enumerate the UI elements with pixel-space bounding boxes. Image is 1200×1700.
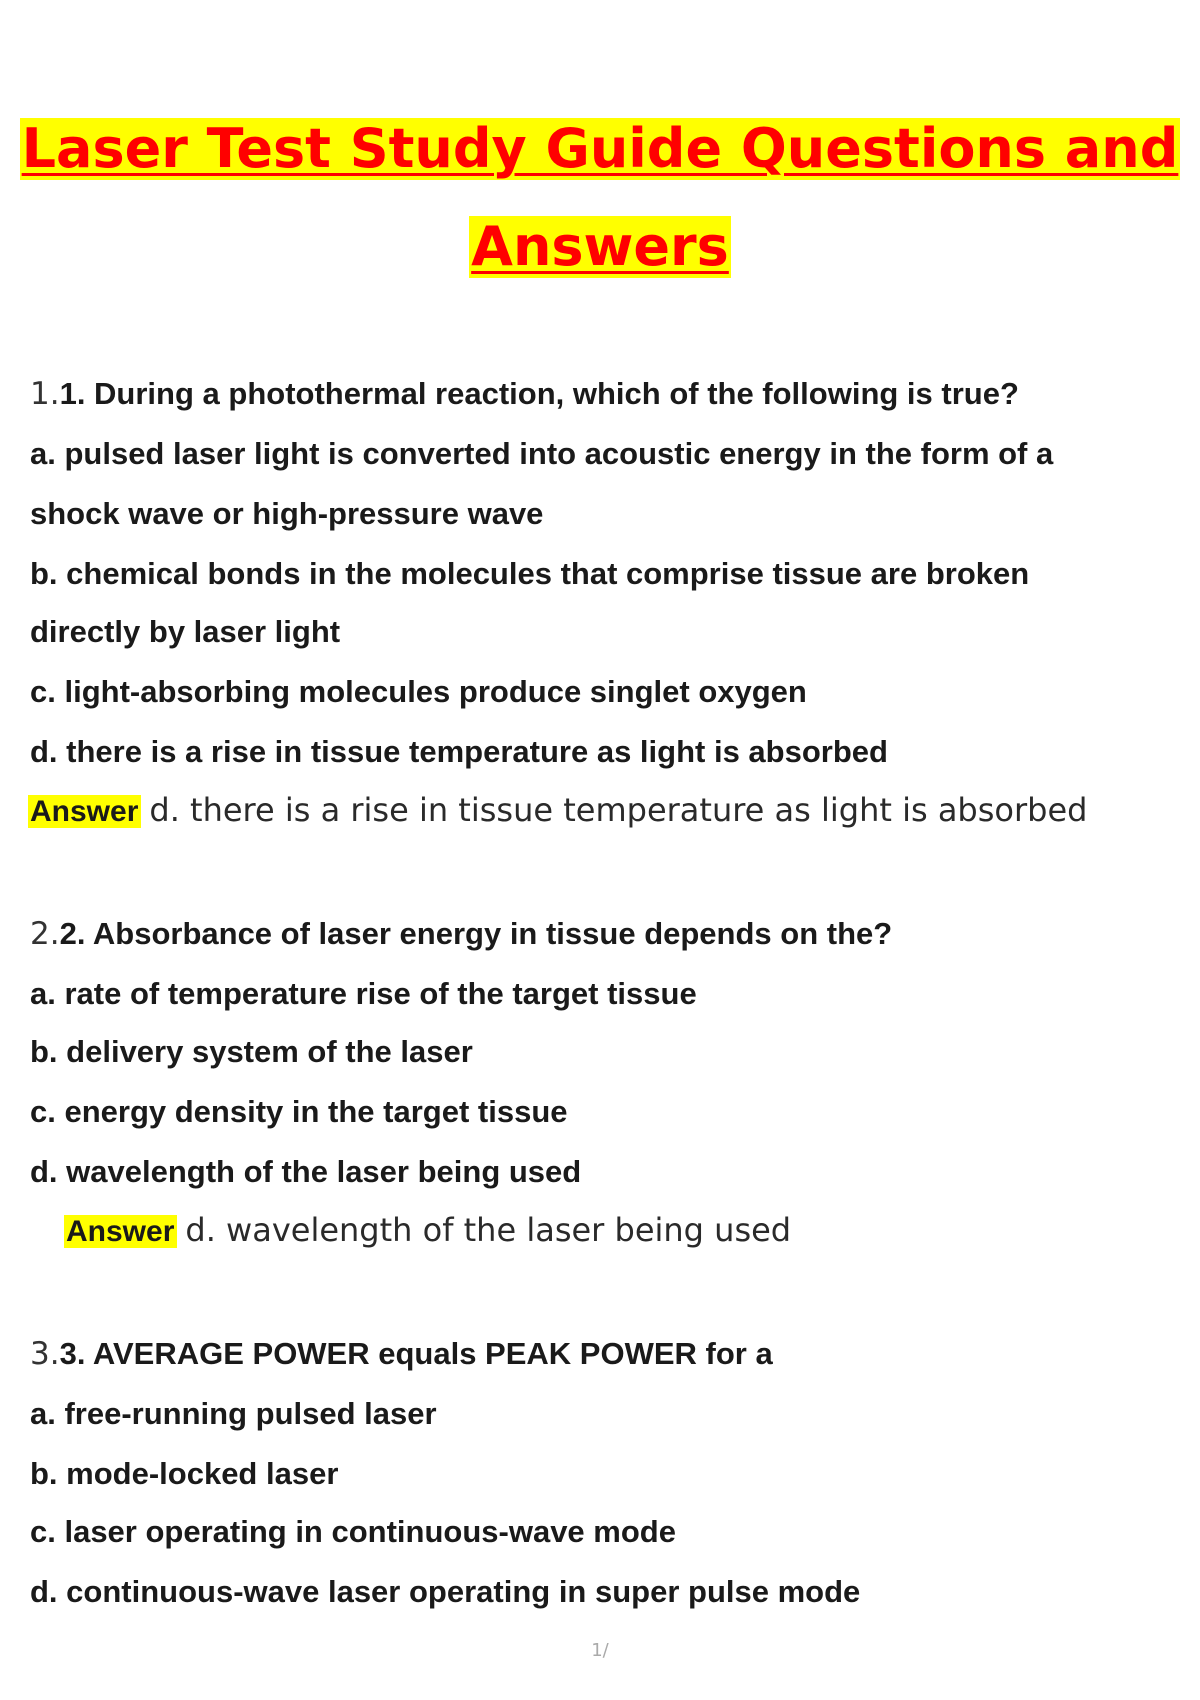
answer-label: Answer <box>64 1215 177 1248</box>
question-1-option-line: directly by laser light <box>30 614 341 649</box>
question-1-text: 1. During a photothermal reaction, which of the following is true? <box>59 376 1019 411</box>
question-3-prompt <box>30 1334 773 1374</box>
question-1-prompt <box>30 374 1019 414</box>
question-2-option-line: c. energy density in the target tissue <box>30 1094 568 1129</box>
question-2-prompt <box>30 914 892 954</box>
question-1-option-line: a. pulsed laser light is converted into acoustic energy in the form of a <box>30 436 1054 471</box>
question-2-option-line: d. wavelength of the laser being used <box>30 1154 582 1189</box>
question-3-option-line: b. mode-locked laser <box>30 1456 339 1491</box>
question-1-option-line: b. chemical bonds in the molecules that comprise tissue are broken <box>30 556 1030 591</box>
document-title-continued <box>0 216 1200 278</box>
title-line-1: Laser Test Study Guide Questions and <box>21 117 1179 180</box>
question-1-option-line: d. there is a rise in tissue temperature as light is absorbed <box>30 734 888 769</box>
title-line-2: Answers <box>471 215 729 278</box>
question-2-option-line: a. rate of temperature rise of the target tissue <box>30 976 697 1011</box>
answer-text: d. wavelength of the laser being used <box>185 1211 792 1249</box>
question-2-text: 2. Absorbance of laser energy in tissue depends on the? <box>59 916 893 951</box>
page-number: 1/ <box>591 1640 609 1661</box>
question-1-option-line: shock wave or high-pressure wave <box>30 496 544 531</box>
answer-label: Answer <box>28 795 141 828</box>
question-2-number: 2. <box>30 916 60 952</box>
answer-text: d. there is a rise in tissue temperature as light is absorbed <box>149 791 1088 829</box>
document-title <box>0 118 1200 180</box>
question-1-number: 1. <box>30 376 60 412</box>
question-2-answer <box>64 1209 791 1253</box>
question-3-number: 3. <box>30 1336 60 1372</box>
question-3-option-line: d. continuous-wave laser operating in super pulse mode <box>30 1574 861 1609</box>
question-3-option-line: c. laser operating in continuous-wave mode <box>30 1514 676 1549</box>
question-1-option-line: c. light-absorbing molecules produce singlet oxygen <box>30 674 807 709</box>
question-3-text: 3. AVERAGE POWER equals PEAK POWER for a <box>59 1336 773 1371</box>
question-2-option-line: b. delivery system of the laser <box>30 1034 473 1069</box>
question-1-answer <box>28 789 1087 833</box>
question-3-option-line: a. free-running pulsed laser <box>30 1396 437 1431</box>
